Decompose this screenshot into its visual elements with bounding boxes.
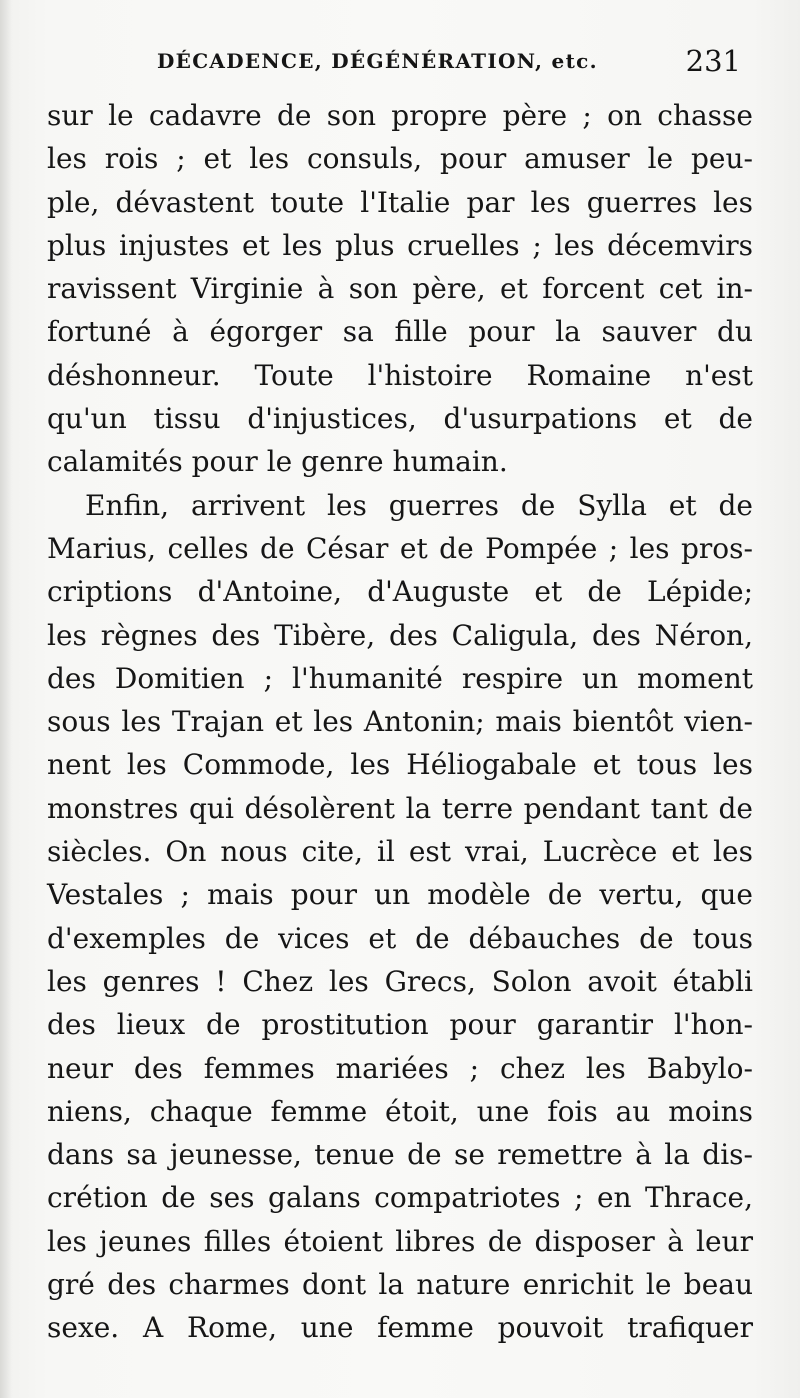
paragraph-last-line: calamités pour le genre humain. [47,445,508,479]
text-line: plus injustes et les plus cruelles ; les décemvirs [47,228,753,262]
text-line: niens, chaque femme étoit, une fois au moins [47,1094,753,1128]
page-number: 231 [685,44,741,78]
text-line: neur des femmes mariées ; chez les Babylo- [47,1051,753,1085]
text-line: dans sa jeunesse, tenue de se remettre à la dis- [47,1138,753,1172]
text-line: criptions d'Antoine, d'Auguste et de Lépide; [47,575,753,609]
text-line: d'exemples de vices et de débauches de tous [47,921,753,955]
text-line: sexe. A Rome, une femme pouvoit trafiquer [47,1311,753,1345]
text-line: gré des charmes dont la nature enrichit le beau [47,1268,753,1302]
text-line: nent les Commode, les Héliogabale et tous les [47,748,753,782]
text-line: les rois ; et les consuls, pour amuser le peu- [47,142,753,176]
text-line: ple, dévastent toute l'Italie par les guerres les [47,185,753,219]
text-line: Marius, celles de César et de Pompée ; les pros- [47,531,753,565]
text-line: siècles. On nous cite, il est vrai, Lucrèce et les [47,835,753,869]
page-header [157,44,747,84]
text-line: sur le cadavre de son propre père ; on chasse [47,99,753,132]
text-line: les jeunes filles étoient libres de disposer à leur [47,1224,753,1258]
text-line: déshonneur. Toute l'histoire Romaine n'est [47,358,753,392]
paragraph-first-line: Enfin, arrivent les guerres de Sylla et de [85,488,753,522]
text-line: les genres ! Chez les Grecs, Solon avoit établi [47,964,753,998]
text-line: fortuné à égorger sa fille pour la sauver du [47,315,753,349]
text-line: des Domitien ; l'humanité respire un moment [47,661,753,695]
text-line: qu'un tissu d'injustices, d'usurpations et de [47,402,753,436]
text-line: crétion de ses galans compatriotes ; en Thrace, [47,1181,753,1215]
text-line: les règnes des Tibère, des Caligula, des Néron, [47,618,753,652]
body-text [47,94,753,1350]
page-gutter-shadow [0,0,12,1398]
running-title: DÉCADENCE, DÉGÉNÉRATION, etc. [157,49,598,73]
text-line: sous les Trajan et les Antonin; mais bientôt vien- [47,705,753,739]
text-line: Vestales ; mais pour un modèle de vertu, que [47,878,753,912]
text-line: ravissent Virginie à son père, et forcent cet in- [47,272,753,306]
text-line: monstres qui désolèrent la terre pendant tant de [47,791,753,825]
text-line: des lieux de prostitution pour garantir l'hon- [47,1008,753,1042]
